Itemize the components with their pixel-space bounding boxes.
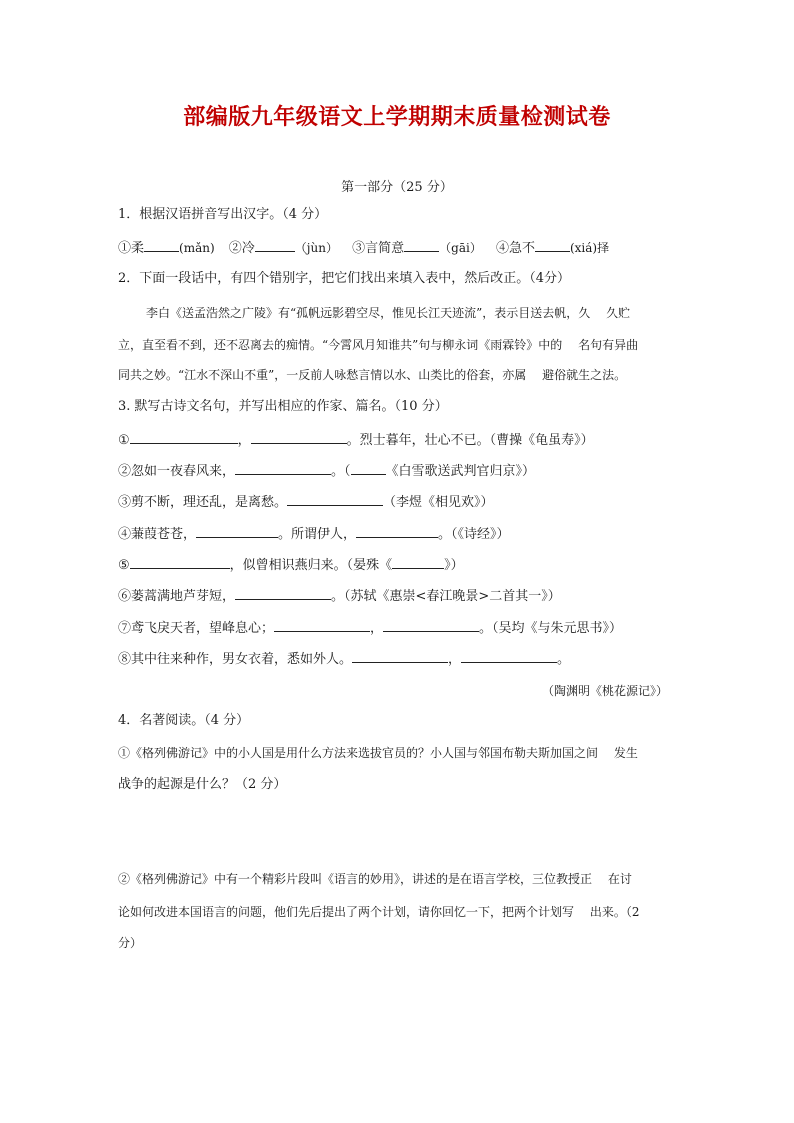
q3-l7-blank-2[interactable]	[383, 618, 479, 632]
q1-item2-text: ②冷	[228, 241, 255, 256]
q1-item1-text: ①柔	[118, 241, 145, 256]
q3-line-6	[118, 586, 561, 606]
q3-l1-prefix: ①	[118, 433, 130, 448]
q3-l2-blank-1[interactable]	[235, 461, 331, 475]
q3-l5-prefix: ⑤	[118, 558, 130, 573]
q3-l7-prefix: ⑦鸢飞戾天者，望峰息心；	[118, 621, 275, 636]
q1-items	[118, 238, 609, 258]
q3-l8-prefix: ⑧其中往来种作，男女衣着，悉如外人。	[118, 652, 353, 667]
q3-line-1	[118, 430, 594, 450]
q2-stem: 2．下面一段话中，有四个错别字，把它们找出来填入表中，然后改正。（4分）	[118, 271, 571, 286]
q1-blank-4[interactable]	[535, 238, 570, 252]
q4-part1-line-1: ①《格列佛游记》中的小人国是用什么方法来选拔官员的？小人国与邻国布勒夫斯加国之间 发生	[118, 746, 638, 760]
q3-line-8	[118, 649, 570, 669]
q3-l8-blank-2[interactable]	[461, 649, 557, 663]
q3-l8-blank-1[interactable]	[352, 649, 448, 663]
q1-item4-pinyin: (xiá)择	[569, 241, 610, 255]
q1-item3-text: ③言简意	[352, 241, 405, 256]
q3-l7-sep: ，	[370, 621, 384, 636]
q3-l8-sep: ，	[448, 652, 462, 667]
q3-l2-blank-2[interactable]	[351, 461, 386, 475]
q3-l1-sep: ，	[237, 433, 251, 448]
q3-line-2	[118, 461, 535, 481]
q3-l4-blank-1[interactable]	[196, 524, 278, 538]
q3-l5-blank-2[interactable]	[392, 555, 444, 569]
q3-line-3	[118, 492, 494, 512]
q3-l3-tail: （李煜《相见欢》）	[383, 495, 494, 510]
q3-l4-prefix: ④蒹葭苍苍，	[118, 527, 197, 542]
q4-part2-line-1: ②《格列佛游记》中有一个精彩片段叫《语言的妙用》，讲述的是在语言学校，三位教授正 在讨	[118, 872, 632, 886]
q3-l7-tail: 。（吴均《与朱元思书》）	[479, 621, 623, 636]
q2-paragraph-line-3: 同共之妙。“江水不深山不重”，一反前人咏愁言情以水、山类比的俗套，亦属 避俗就生之法。	[118, 368, 627, 382]
q3-l3-blank-1[interactable]	[287, 492, 383, 506]
page-title: 部编版九年级语文上学期期末质量检测试卷	[183, 105, 611, 130]
q3-l2-tail: 《白雪歌送武判官归京》）	[385, 464, 536, 479]
q3-l2-prefix: ②忽如一夜春风来，	[118, 464, 236, 479]
q3-l7-blank-1[interactable]	[274, 618, 370, 632]
q4-stem: 4．名著阅读。（4 分）	[118, 713, 250, 728]
q3-l5-mid: ，似曾相识燕归来。（晏殊《	[229, 558, 393, 573]
q3-l2-mid: 。（	[331, 464, 351, 479]
q3-l6-blank-1[interactable]	[235, 586, 331, 600]
q4-part1-line-2: 战争的起源是什么？（2 分）	[118, 777, 287, 792]
q4-part2-line-3: 分）	[118, 936, 143, 950]
q3-l5-tail: 》）	[444, 558, 464, 573]
q3-line-4	[118, 524, 510, 544]
q3-l4-blank-2[interactable]	[356, 524, 438, 538]
q1-blank-1[interactable]	[144, 238, 179, 252]
q3-l8-tail: 。	[557, 652, 571, 667]
q3-l3-prefix: ③剪不断，理还乱，是离愁。	[118, 495, 288, 510]
q3-l6-prefix: ⑥蒌蒿满地芦芽短，	[118, 589, 236, 604]
q4-part2-line-2: 论如何改进本国语言的问题，他们先后提出了两个计划，请你回忆一下，把两个计划写 出来。（2	[118, 905, 640, 919]
q3-l5-blank-1[interactable]	[130, 555, 230, 569]
q1-item2-pinyin: （jùn）	[294, 241, 338, 255]
q1-stem: 1．根据汉语拼音写出汉字。（4 分）	[118, 207, 328, 222]
q3-l1-blank-1[interactable]	[130, 430, 238, 444]
q3-l4-tail: 。（《诗经》）	[438, 527, 510, 542]
q2-paragraph-line-2: 立，直至看不到，还不忍离去的痴情。“今霄风月知谁共”句与柳永词《雨霖铃》中的 名句有异曲	[118, 338, 639, 352]
q1-blank-2[interactable]	[255, 238, 295, 252]
q1-item3-pinyin: （gāi）	[439, 241, 482, 255]
q3-l6-tail: 。（苏轼《惠崇<春江晚景>二首其一》）	[331, 589, 561, 604]
q2-paragraph-line-1: 李白《送孟浩然之广陵》有“孤帆远影碧空尽，惟见长江天迹流”，表示目送去帆，久 久贮	[146, 306, 631, 320]
q3-l4-mid: 。所谓伊人，	[278, 527, 357, 542]
q1-blank-3[interactable]	[404, 238, 439, 252]
q3-l1-tail: 。烈士暮年，壮心不已。（曹操《龟虽寿》）	[346, 433, 594, 448]
q3-line-7	[118, 618, 622, 638]
q3-line-5	[118, 555, 464, 575]
q3-attribution: （陶渊明《桃花源记》）	[541, 684, 668, 698]
q3-l1-blank-2[interactable]	[251, 430, 347, 444]
q1-item1-pinyin: (mǎn)	[179, 241, 215, 255]
q1-item4-text: ④急不	[495, 241, 535, 256]
q3-stem: 3. 默写古诗文名句，并写出相应的作家、篇名。（10 分）	[118, 399, 448, 414]
section-heading: 第一部分（25 分）	[341, 180, 453, 195]
